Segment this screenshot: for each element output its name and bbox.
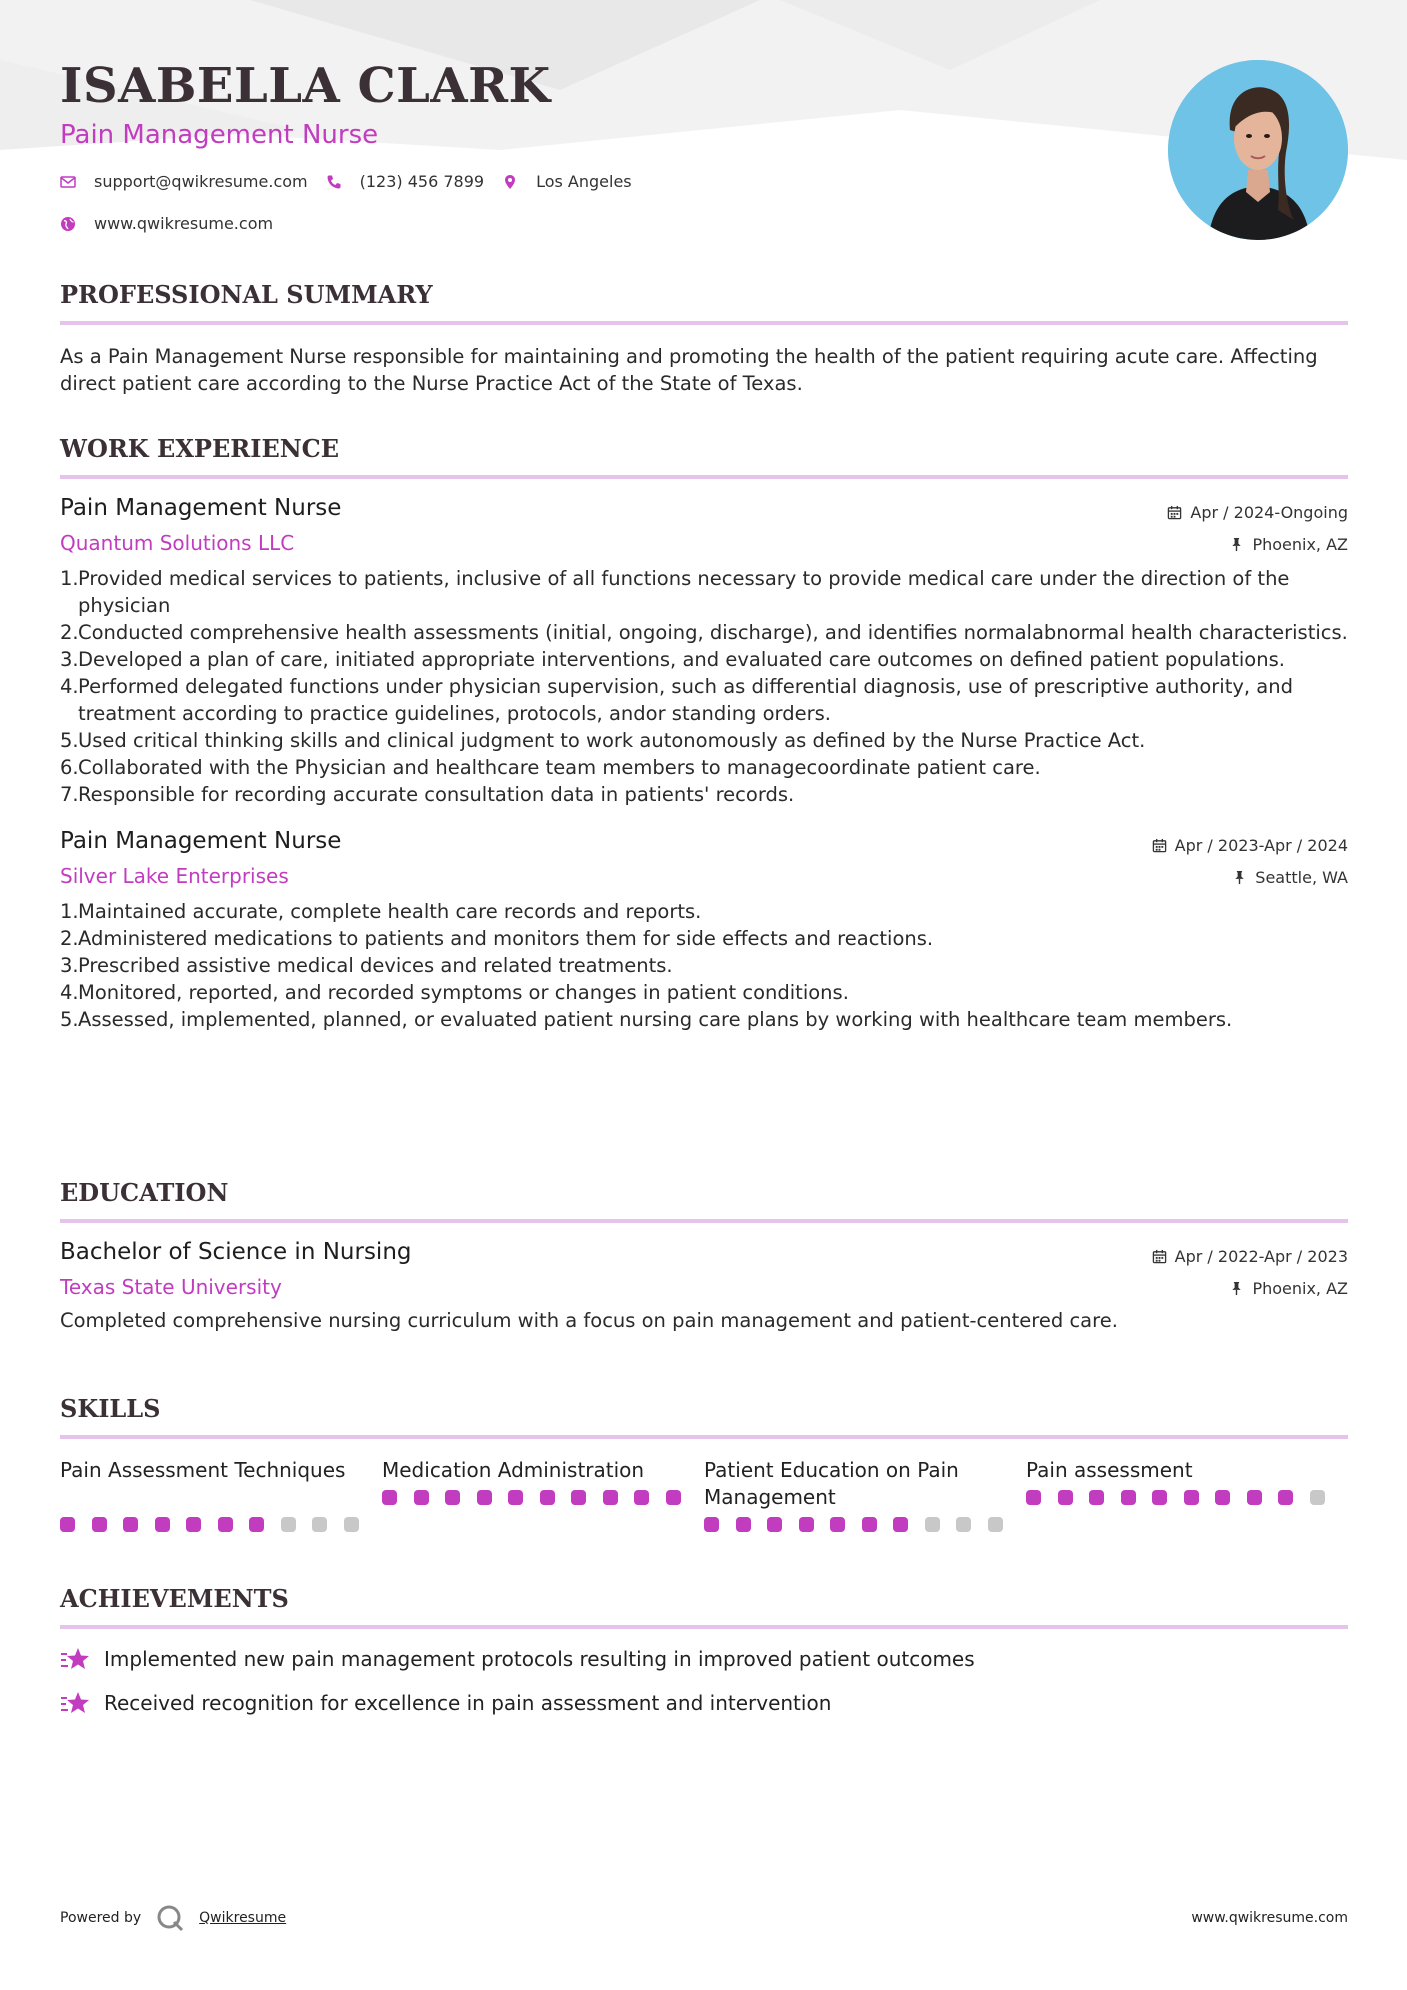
- education-meta: [1152, 1243, 1348, 1307]
- candidate-title: Pain Management Nurse: [60, 120, 379, 150]
- star-icon: [60, 1646, 90, 1672]
- skill-dot-filled: [1184, 1490, 1199, 1505]
- calendar-icon: [1152, 1249, 1167, 1264]
- email-text: support@qwikresume.com: [94, 172, 308, 191]
- list-item: 7. Responsible for recording accurate consultation data in patients' records.: [60, 783, 795, 806]
- job-dates: [1167, 499, 1348, 525]
- location-text: Los Angeles: [536, 172, 632, 191]
- job-entry: [60, 495, 1348, 808]
- skill-dot-filled: [155, 1517, 170, 1532]
- skill-dot-filled: [666, 1490, 681, 1505]
- job-dates: [1152, 832, 1348, 858]
- experience-section: [60, 434, 1348, 1033]
- phone-icon: [326, 174, 342, 190]
- achievement-text: Implemented new pain management protocols resulting in improved patient outcomes: [104, 1647, 975, 1671]
- list-item: 5. Assessed, implemented, planned, or evaluated patient nursing care plans by working with healthcare team members.: [60, 1008, 1233, 1031]
- skill-rating: [1026, 1490, 1348, 1505]
- skill-dot-filled: [1026, 1490, 1041, 1505]
- skill-dot-filled: [508, 1490, 523, 1505]
- job-title: Pain Management Nurse: [60, 495, 342, 521]
- skill-name: Pain assessment: [1026, 1458, 1193, 1482]
- skill-dot-empty: [281, 1517, 296, 1532]
- skill-dot-empty: [312, 1517, 327, 1532]
- skill-item: [382, 1457, 704, 1532]
- list-item: 6. Collaborated with the Physician and healthcare team members to managecoordinate patient care.: [60, 756, 1041, 779]
- page-footer: [60, 1898, 1348, 1938]
- list-item: 5. Used critical thinking skills and clinical judgment to work autonomously as defined by the Nurse Practice Act.: [60, 729, 1146, 752]
- phone-item[interactable]: [326, 172, 484, 191]
- envelope-icon: [60, 174, 76, 190]
- education-dates: [1152, 1243, 1348, 1269]
- pushpin-icon: [1229, 537, 1244, 552]
- profile-photo: [1168, 60, 1348, 240]
- experience-heading: WORK EXPERIENCE: [60, 434, 1348, 479]
- education-heading: EDUCATION: [60, 1178, 1348, 1223]
- job-location: [1152, 864, 1348, 890]
- contact-row: [60, 172, 650, 191]
- job-meta: [1167, 499, 1348, 563]
- job-meta: [1152, 832, 1348, 896]
- skill-dot-empty: [925, 1517, 940, 1532]
- summary-section: [60, 280, 1348, 397]
- skill-dot-filled: [893, 1517, 908, 1532]
- skill-dot-filled: [830, 1517, 845, 1532]
- skill-dot-filled: [1215, 1490, 1230, 1505]
- location-item: [502, 172, 632, 191]
- calendar-icon: [1152, 838, 1167, 853]
- skill-dot-filled: [477, 1490, 492, 1505]
- powered-by-label: Powered by: [60, 1910, 142, 1926]
- job-bullets: [60, 565, 1348, 808]
- education-description: Completed comprehensive nursing curriculum with a focus on pain management and patient-centered care.: [60, 1309, 1118, 1332]
- skill-dot-filled: [1152, 1490, 1167, 1505]
- skills-grid: [60, 1457, 1348, 1532]
- skill-dot-filled: [571, 1490, 586, 1505]
- job-company: Quantum Solutions LLC: [60, 531, 295, 555]
- education-location-text: Phoenix, AZ: [1252, 1278, 1348, 1298]
- qwikresume-logo-icon: [155, 1903, 185, 1933]
- skill-dot-filled: [603, 1490, 618, 1505]
- skill-dot-filled: [1121, 1490, 1136, 1505]
- skill-dot-filled: [445, 1490, 460, 1505]
- pushpin-icon: [1232, 870, 1247, 885]
- skill-dot-filled: [186, 1517, 201, 1532]
- skill-dot-filled: [1247, 1490, 1262, 1505]
- star-icon: [60, 1690, 90, 1716]
- skill-dot-filled: [799, 1517, 814, 1532]
- skill-dot-filled: [634, 1490, 649, 1505]
- skill-dot-filled: [60, 1517, 75, 1532]
- skill-dot-empty: [344, 1517, 359, 1532]
- skill-dot-filled: [92, 1517, 107, 1532]
- skill-rating: [382, 1490, 704, 1505]
- education-location: [1152, 1275, 1348, 1301]
- job-location-text: Seattle, WA: [1255, 867, 1348, 887]
- skills-section: [60, 1394, 1348, 1532]
- job-bullets: [60, 898, 1348, 1033]
- phone-text: (123) 456 7899: [359, 172, 485, 191]
- achievement-item: [60, 1689, 1348, 1717]
- skill-name: Patient Education on Pain Management: [704, 1458, 959, 1509]
- brand-link[interactable]: Qwikresume: [199, 1910, 287, 1926]
- email-item[interactable]: [60, 172, 308, 191]
- website-item[interactable]: [60, 214, 273, 233]
- skill-dot-empty: [956, 1517, 971, 1532]
- list-item: 4. Monitored, reported, and recorded symptoms or changes in patient conditions.: [60, 981, 849, 1004]
- skill-dot-empty: [988, 1517, 1003, 1532]
- list-item: 2. Conducted comprehensive health assessments (initial, ongoing, discharge), and identifies normalabnormal health characteristics.: [60, 621, 1348, 644]
- skill-dot-filled: [1089, 1490, 1104, 1505]
- job-company: Silver Lake Enterprises: [60, 864, 289, 888]
- job-dates-text: Apr / 2024-Ongoing: [1190, 502, 1348, 522]
- achievement-text: Received recognition for excellence in pain assessment and intervention: [104, 1691, 832, 1715]
- skill-dot-filled: [249, 1517, 264, 1532]
- skill-dot-filled: [218, 1517, 233, 1532]
- skill-name: Medication Administration: [382, 1458, 645, 1482]
- skill-dot-filled: [123, 1517, 138, 1532]
- list-item: 3. Prescribed assistive medical devices and related treatments.: [60, 954, 673, 977]
- skill-dot-filled: [1278, 1490, 1293, 1505]
- list-item: 2. Administered medications to patients and monitors them for side effects and reactions.: [60, 927, 934, 950]
- education-entry: [60, 1239, 1348, 1334]
- list-item: 4. Performed delegated functions under physician supervision, such as differential diagnosis, use of prescriptive authority, and treatment according to practice guidelines, protocols, andor standing orders.: [60, 675, 1293, 725]
- list-item: 1. Provided medical services to patients, inclusive of all functions necessary to provide medical care under the direction of the physician: [60, 567, 1290, 617]
- powered-by: [60, 1898, 286, 1938]
- website-row: [60, 214, 291, 233]
- summary-heading: PROFESSIONAL SUMMARY: [60, 280, 1348, 325]
- job-location-text: Phoenix, AZ: [1252, 534, 1348, 554]
- skills-heading: SKILLS: [60, 1394, 1348, 1439]
- map-pin-icon: [502, 174, 518, 190]
- website-text: www.qwikresume.com: [94, 214, 274, 233]
- skill-dot-filled: [704, 1517, 719, 1532]
- skill-rating: [60, 1517, 382, 1532]
- school-name: Texas State University: [60, 1275, 282, 1299]
- calendar-icon: [1167, 505, 1182, 520]
- list-item: 1. Maintained accurate, complete health care records and reports.: [60, 900, 702, 923]
- skill-name: Pain Assessment Techniques: [60, 1458, 346, 1482]
- job-title: Pain Management Nurse: [60, 828, 342, 854]
- skill-dot-filled: [767, 1517, 782, 1532]
- achievements-section: [60, 1584, 1348, 1717]
- skill-dot-filled: [540, 1490, 555, 1505]
- list-item: 3. Developed a plan of care, initiated appropriate interventions, and evaluated care outcomes on defined patient populations.: [60, 648, 1285, 671]
- skill-item: [60, 1457, 382, 1532]
- skill-dot-filled: [862, 1517, 877, 1532]
- skill-dot-filled: [1058, 1490, 1073, 1505]
- candidate-name: ISABELLA CLARK: [60, 58, 551, 114]
- job-dates-text: Apr / 2023-Apr / 2024: [1174, 835, 1348, 855]
- footer-website[interactable]: www.qwikresume.com: [1191, 1910, 1348, 1926]
- education-dates-text: Apr / 2022-Apr / 2023: [1174, 1246, 1348, 1266]
- globe-icon: [60, 216, 76, 232]
- skill-rating: [704, 1517, 1026, 1532]
- pushpin-icon: [1229, 1281, 1244, 1296]
- skill-dot-empty: [1310, 1490, 1325, 1505]
- skill-dot-filled: [414, 1490, 429, 1505]
- skill-item: [1026, 1457, 1348, 1532]
- skill-item: [704, 1457, 1026, 1532]
- achievement-item: [60, 1645, 1348, 1673]
- skill-dot-filled: [382, 1490, 397, 1505]
- degree-title: Bachelor of Science in Nursing: [60, 1239, 412, 1265]
- skill-dot-filled: [736, 1517, 751, 1532]
- education-section: [60, 1178, 1348, 1334]
- summary-text: As a Pain Management Nurse responsible for maintaining and promoting the health of the patient requiring acute care. Affecting direct patient care according to the Nurse Practice Act of the State of Texas.: [60, 345, 1318, 395]
- achievements-heading: ACHIEVEMENTS: [60, 1584, 1348, 1629]
- job-location: [1167, 531, 1348, 557]
- job-entry: [60, 828, 1348, 1033]
